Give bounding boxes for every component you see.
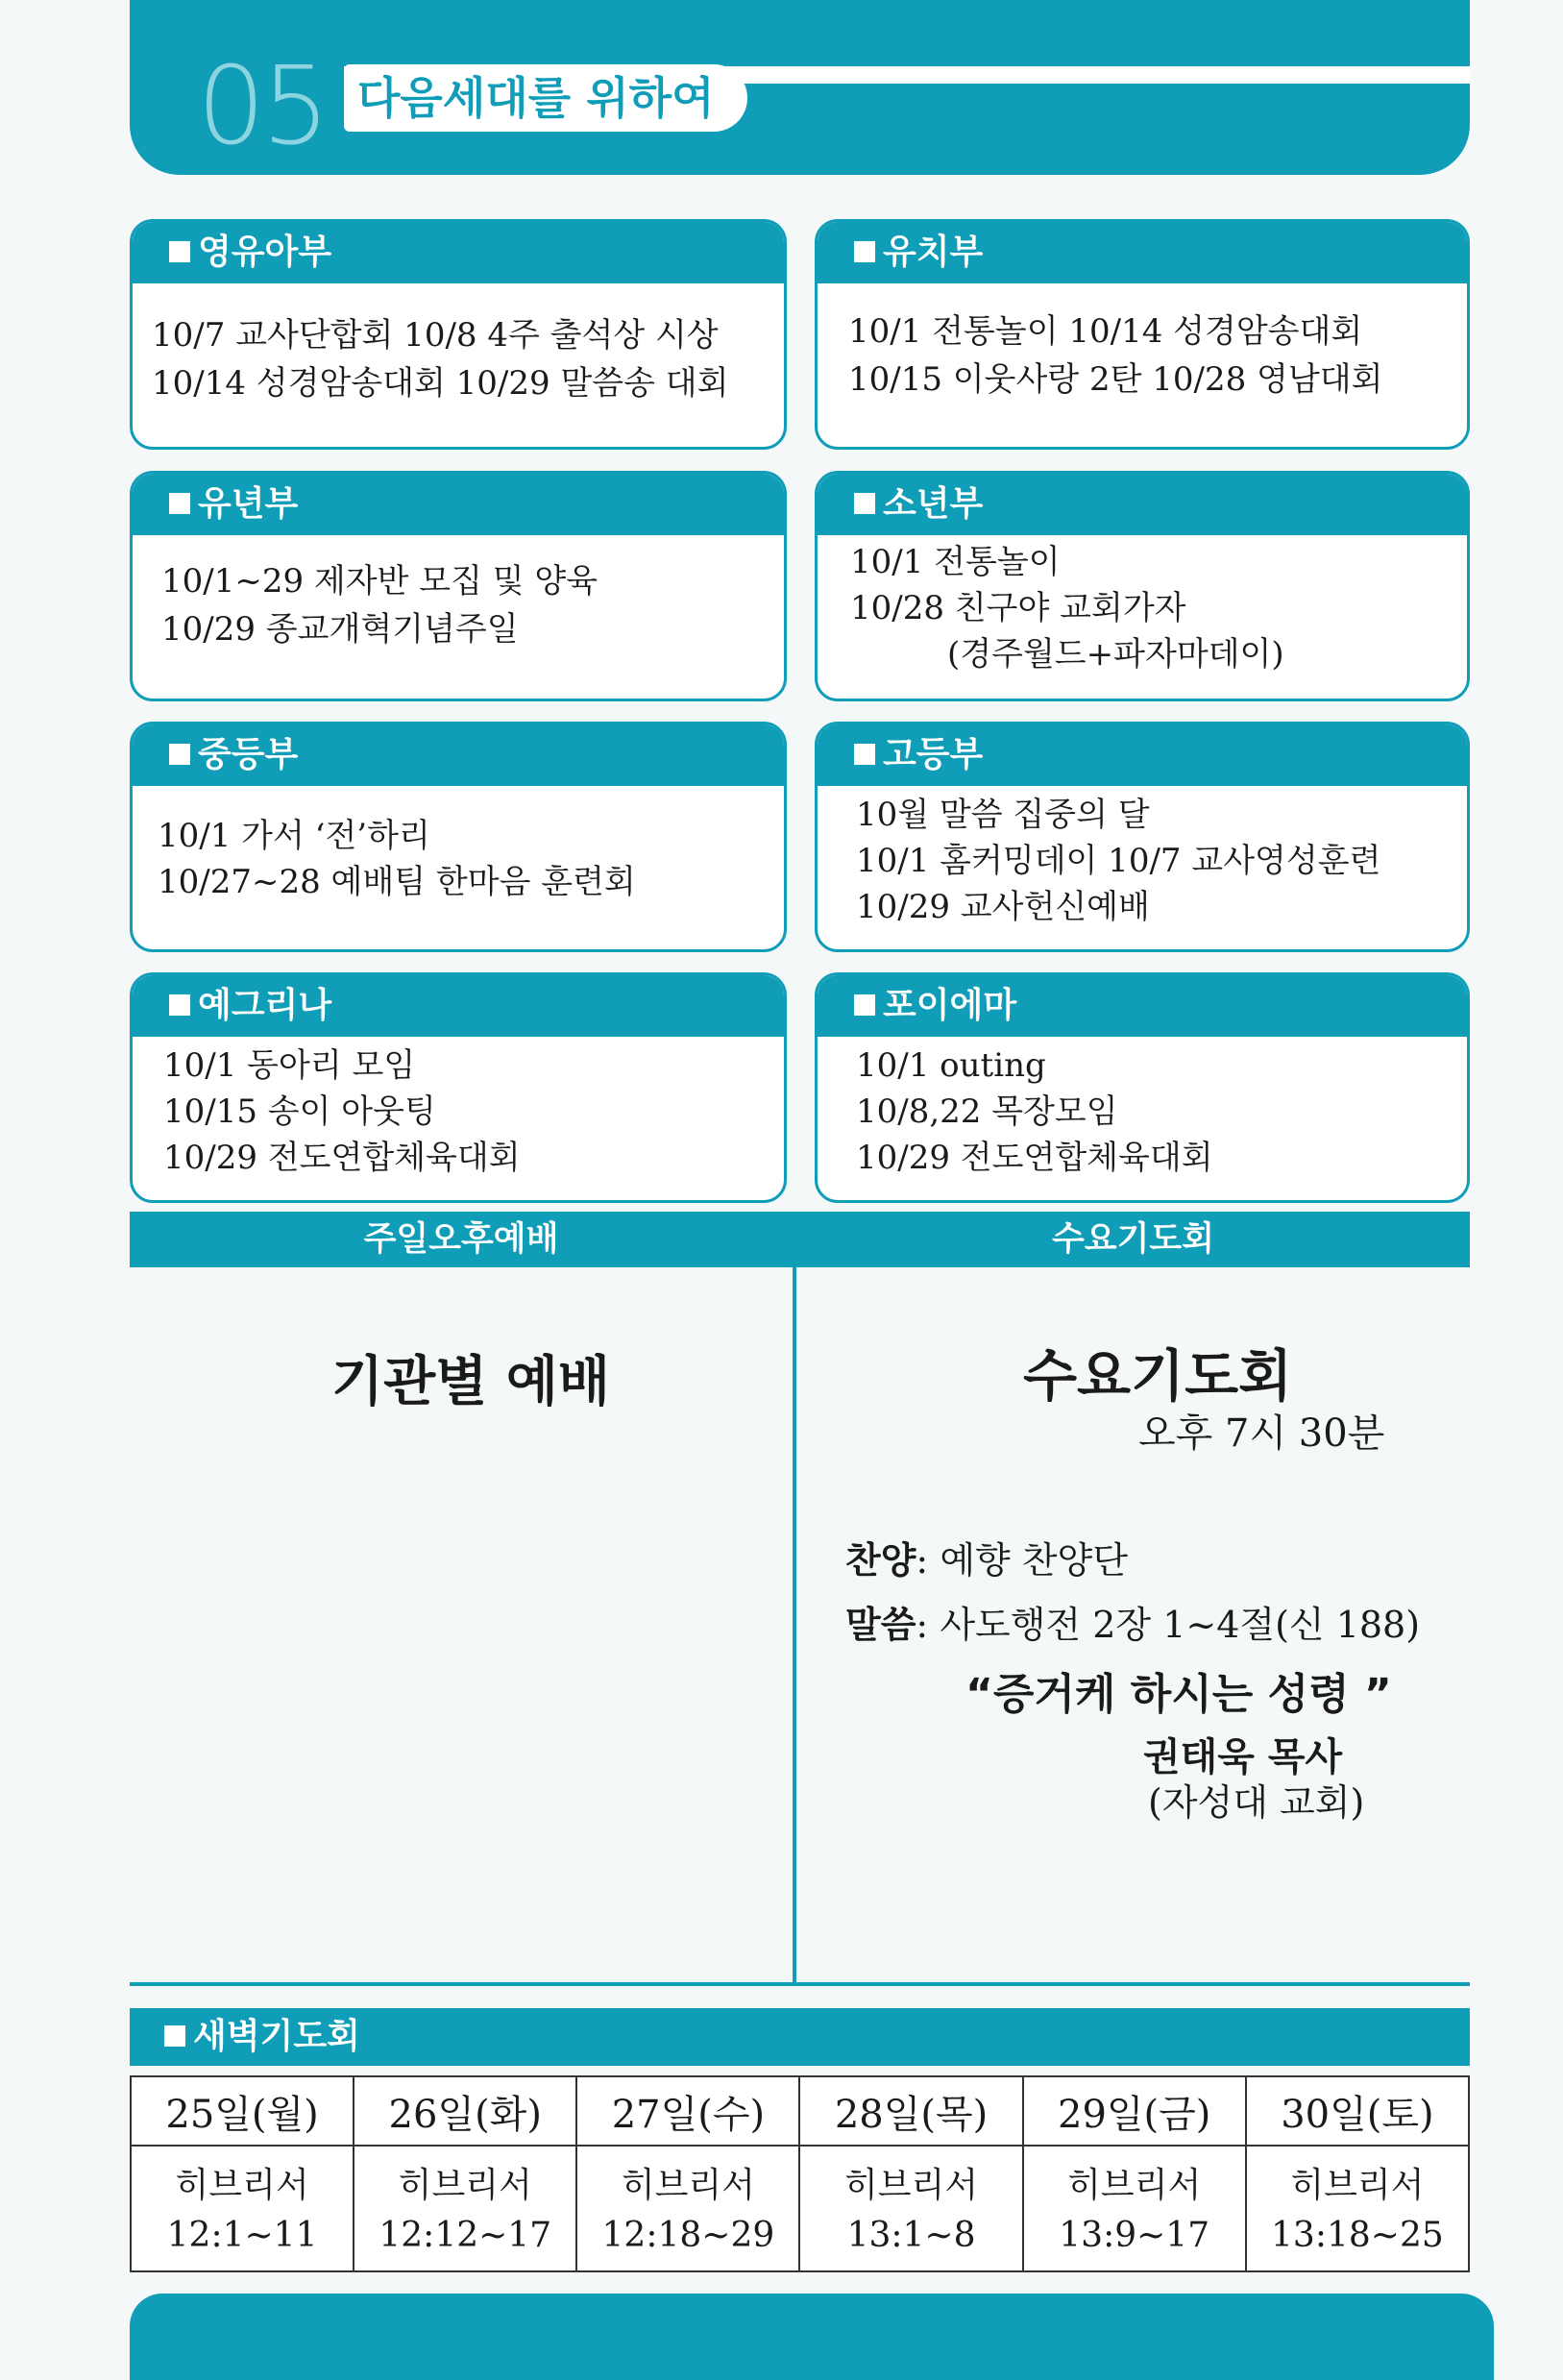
wednesday-prayer-bar: 수요기도회 xyxy=(796,1212,1470,1267)
schedule-line: 10/8,22 목장모임 xyxy=(856,1092,1118,1131)
dept-box-elementary-senior xyxy=(815,471,1470,701)
dawn-prayer-header: 새벽기도회 xyxy=(130,2008,1470,2066)
schedule-line: (경주월드+파자마데이) xyxy=(947,635,1284,674)
dept-content xyxy=(818,1037,1467,1200)
schedule-line: 10/29 교사헌신예배 xyxy=(856,888,1150,926)
dept-content xyxy=(133,283,784,447)
preacher-name: 권태욱 목사 xyxy=(1143,1735,1343,1779)
sunday-service-bar: 주일오후예배 xyxy=(130,1212,793,1267)
dept-header: 고등부 xyxy=(818,724,1467,786)
page-footer-bar xyxy=(130,2294,1494,2380)
schedule-line: 10/14 성경암송대회 10/29 말씀송 대회 xyxy=(152,364,729,403)
dept-box-poiema xyxy=(815,972,1470,1203)
schedule-line: 10/1 전통놀이 10/14 성경암송대회 xyxy=(848,312,1363,351)
schedule-line: 10/15 송이 아웃팅 xyxy=(163,1092,436,1131)
dept-box-young-adult xyxy=(130,972,787,1203)
sermon-passage-line: 말씀: 사도행전 2장 1~4절(신 188) xyxy=(845,1603,1421,1646)
square-bullet-icon xyxy=(169,241,190,262)
dept-box-elementary-junior xyxy=(130,471,787,701)
schedule-line: 10/1 홈커밍데이 10/7 교사영성훈련 xyxy=(856,842,1381,880)
dawn-prayer-table xyxy=(130,2075,1470,2272)
dept-box-middle-school xyxy=(130,722,787,952)
dept-header: 영유아부 xyxy=(133,222,784,283)
table-row xyxy=(131,2076,1469,2146)
table-row xyxy=(131,2146,1469,2271)
page-title: 다음세대를 위하여 xyxy=(357,72,715,124)
schedule-line: 10월 말씀 집중의 달 xyxy=(856,796,1150,834)
column-divider xyxy=(793,1212,796,1986)
square-bullet-icon xyxy=(854,994,875,1016)
wednesday-time: 오후 7시 30분 xyxy=(1138,1411,1385,1456)
scripture-cell: 히브리서 13:9~17 xyxy=(1023,2146,1246,2271)
sunday-service-content: 기관별 예배 xyxy=(331,1351,610,1413)
square-bullet-icon xyxy=(169,744,190,765)
dept-header: 유년부 xyxy=(133,474,784,535)
scripture-cell: 히브리서 12:18~29 xyxy=(576,2146,799,2271)
scripture-cell: 히브리서 12:1~11 xyxy=(131,2146,354,2271)
schedule-line: 10/29 전도연합체육대회 xyxy=(163,1139,521,1177)
schedule-line: 10/1~29 제자반 모집 및 양육 xyxy=(161,562,598,601)
dept-content xyxy=(133,786,784,949)
square-bullet-icon xyxy=(169,994,190,1016)
square-bullet-icon xyxy=(169,493,190,514)
day-cell: 26일(화) xyxy=(354,2076,576,2146)
schedule-line: 10/27~28 예배팀 한마음 훈련회 xyxy=(158,863,636,901)
schedule-line: 10/7 교사단합회 10/8 4주 출석상 시상 xyxy=(152,316,719,355)
dept-content xyxy=(133,1037,784,1200)
dept-box-kindergarten xyxy=(815,219,1470,450)
square-bullet-icon xyxy=(164,2025,185,2047)
section-divider xyxy=(130,1982,1470,1986)
dept-header: 유치부 xyxy=(818,222,1467,283)
scripture-cell: 히브리서 13:18~25 xyxy=(1246,2146,1469,2271)
day-cell: 25일(월) xyxy=(131,2076,354,2146)
day-cell: 30일(토) xyxy=(1246,2076,1469,2146)
schedule-line: 10/28 친구야 교회가자 xyxy=(850,589,1186,627)
sermon-title: “증거케 하시는 성령 ” xyxy=(965,1670,1392,1719)
dept-box-high-school xyxy=(815,722,1470,952)
schedule-line: 10/1 outing xyxy=(856,1046,1046,1085)
preacher-church: (자성대 교회) xyxy=(1148,1781,1365,1824)
schedule-line: 10/15 이웃사랑 2탄 10/28 영남대회 xyxy=(848,360,1383,399)
dept-box-infant xyxy=(130,219,787,450)
dept-content xyxy=(818,283,1467,447)
section-number: 05 xyxy=(197,44,327,169)
day-cell: 28일(목) xyxy=(799,2076,1022,2146)
wednesday-title: 수요기도회 xyxy=(1023,1343,1293,1409)
square-bullet-icon xyxy=(854,744,875,765)
schedule-line: 10/29 전도연합체육대회 xyxy=(856,1139,1213,1177)
schedule-line: 10/29 종교개혁기념주일 xyxy=(161,610,519,649)
dept-header: 중등부 xyxy=(133,724,784,786)
schedule-line: 10/1 전통놀이 xyxy=(850,543,1061,581)
dept-content xyxy=(133,535,784,699)
schedule-line: 10/1 동아리 모임 xyxy=(163,1046,416,1085)
day-cell: 29일(금) xyxy=(1023,2076,1246,2146)
praise-line: 찬양: 예향 찬양단 xyxy=(845,1538,1128,1582)
schedule-line: 10/1 가서 ‘전’하리 xyxy=(158,817,430,855)
dept-header: 포이에마 xyxy=(818,975,1467,1037)
page-header-banner xyxy=(130,0,1470,175)
day-cell: 27일(수) xyxy=(576,2076,799,2146)
square-bullet-icon xyxy=(854,493,875,514)
dept-content xyxy=(818,535,1467,699)
dept-header: 예그리나 xyxy=(133,975,784,1037)
dept-header: 소년부 xyxy=(818,474,1467,535)
scripture-cell: 히브리서 12:12~17 xyxy=(354,2146,576,2271)
square-bullet-icon xyxy=(854,241,875,262)
dept-content xyxy=(818,786,1467,949)
scripture-cell: 히브리서 13:1~8 xyxy=(799,2146,1022,2271)
